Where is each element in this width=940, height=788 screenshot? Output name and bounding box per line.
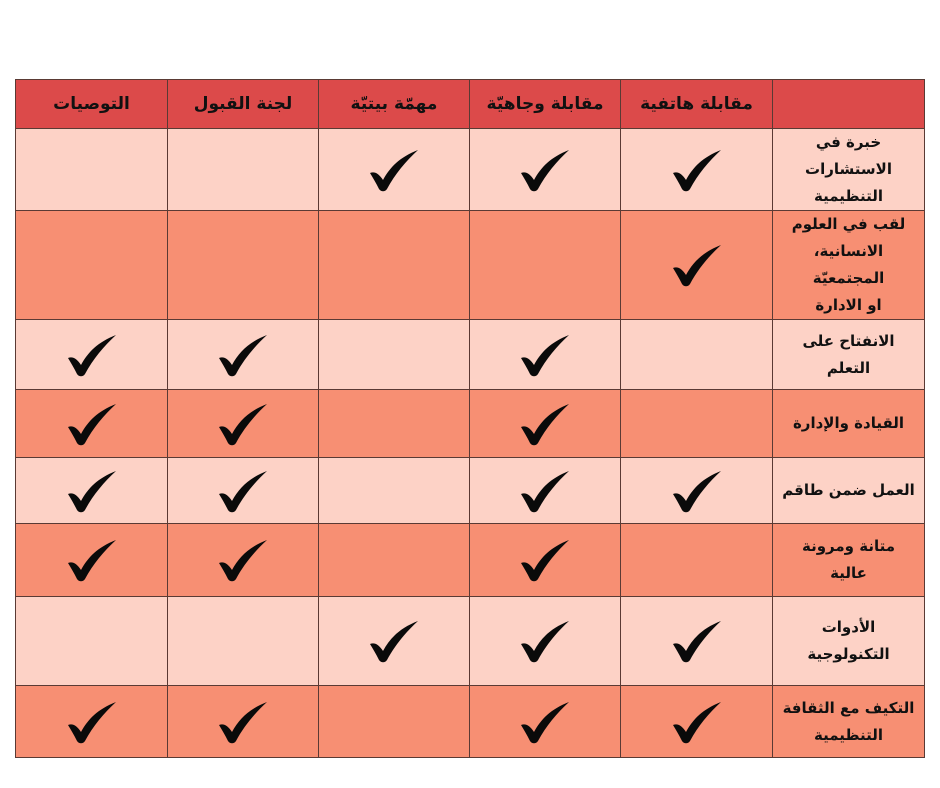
cell-home_task [319, 320, 470, 390]
cell-home_task [319, 458, 470, 524]
row-label [773, 320, 925, 390]
row-label [773, 597, 925, 686]
assessment-matrix [15, 79, 925, 758]
cell-home_task [319, 597, 470, 686]
cell-phone_interview [621, 458, 773, 524]
checkmark-icon [214, 537, 272, 583]
row-label-line: التكيف مع الثقافة [782, 698, 915, 717]
checkmark-icon [365, 147, 423, 193]
checkmark-icon [63, 401, 121, 447]
row-label-line: الانفتاح على التعلم [802, 331, 895, 377]
row-label-line: التنظيمية [813, 725, 884, 744]
column-header-recommendations: التوصيات [16, 80, 168, 129]
table-row [16, 686, 925, 758]
checkmark-icon [516, 618, 574, 664]
cell-phone_interview [621, 211, 773, 320]
cell-recommendations [16, 211, 168, 320]
cell-in_person_interview [470, 320, 621, 390]
checkmark-icon [214, 699, 272, 745]
cell-recommendations [16, 524, 168, 597]
cell-in_person_interview [470, 686, 621, 758]
cell-phone_interview [621, 129, 773, 211]
cell-in_person_interview [470, 597, 621, 686]
cell-admission_committee [168, 597, 319, 686]
cell-phone_interview [621, 390, 773, 458]
cell-in_person_interview [470, 458, 621, 524]
checkmark-icon [516, 147, 574, 193]
checkmark-icon [214, 332, 272, 378]
checkmark-icon [516, 537, 574, 583]
checkmark-icon [63, 537, 121, 583]
checkmark-icon [63, 332, 121, 378]
table-row [16, 458, 925, 524]
cell-admission_committee [168, 686, 319, 758]
cell-recommendations [16, 686, 168, 758]
column-header-in_person_interview: مقابلة وجاهيّة [470, 80, 621, 129]
cell-admission_committee [168, 129, 319, 211]
row-label [773, 211, 925, 320]
cell-in_person_interview [470, 390, 621, 458]
cell-phone_interview [621, 686, 773, 758]
table-row [16, 524, 925, 597]
checkmark-icon [63, 468, 121, 514]
table-row [16, 597, 925, 686]
checkmark-icon [365, 618, 423, 664]
column-header-admission_committee: لجنة القبول [168, 80, 319, 129]
cell-recommendations [16, 597, 168, 686]
row-label-line: عالية [830, 564, 867, 582]
cell-admission_committee [168, 458, 319, 524]
column-header-phone_interview: مقابلة هاتفية [621, 80, 773, 129]
header-row [16, 80, 925, 129]
table-row [16, 211, 925, 320]
cell-admission_committee [168, 390, 319, 458]
checkmark-icon [516, 468, 574, 514]
checkmark-icon [63, 699, 121, 745]
cell-recommendations [16, 458, 168, 524]
checkmark-icon [668, 618, 726, 664]
row-label [773, 686, 925, 758]
checkmark-icon [668, 699, 726, 745]
cell-admission_committee [168, 524, 319, 597]
cell-phone_interview [621, 597, 773, 686]
checkmark-icon [668, 147, 726, 193]
cell-phone_interview [621, 524, 773, 597]
cell-home_task [319, 524, 470, 597]
row-label-line: التكنولوجية [807, 645, 890, 663]
corner-header-cell [773, 80, 925, 129]
column-header-home_task: مهمّة بيتيّة [319, 80, 470, 129]
checkmark-icon [214, 401, 272, 447]
row-label-line: لقب في العلوم [791, 215, 906, 233]
row-label-line: التنظيمية [813, 187, 884, 205]
cell-recommendations [16, 320, 168, 390]
cell-admission_committee [168, 211, 319, 320]
row-label-line: الانسانية، المجتمعيّة [812, 242, 885, 287]
table-row [16, 129, 925, 211]
row-label [773, 458, 925, 524]
cell-recommendations [16, 129, 168, 211]
row-label-line: العمل ضمن طاقم [782, 481, 915, 499]
table-row [16, 320, 925, 390]
checkmark-icon [516, 332, 574, 378]
cell-in_person_interview [470, 524, 621, 597]
row-label [773, 129, 925, 211]
cell-recommendations [16, 390, 168, 458]
cell-phone_interview [621, 320, 773, 390]
row-label [773, 524, 925, 597]
cell-home_task [319, 211, 470, 320]
cell-home_task [319, 390, 470, 458]
row-label-line: خبرة في الاستشارات [805, 133, 892, 178]
cell-home_task [319, 686, 470, 758]
cell-in_person_interview [470, 211, 621, 320]
row-label-line: القيادة والإدارة [792, 414, 905, 432]
cell-in_person_interview [470, 129, 621, 211]
cell-home_task [319, 129, 470, 211]
checkmark-icon [516, 401, 574, 447]
row-label [773, 390, 925, 458]
table-row [16, 390, 925, 458]
row-label-line: متانة ومرونة [802, 537, 895, 555]
row-label-line: او الادارة [815, 296, 882, 314]
checkmark-icon [516, 699, 574, 745]
checkmark-icon [668, 242, 726, 288]
cell-admission_committee [168, 320, 319, 390]
checkmark-icon [214, 468, 272, 514]
checkmark-icon [668, 468, 726, 514]
row-label-line: الأدوات [821, 618, 876, 636]
